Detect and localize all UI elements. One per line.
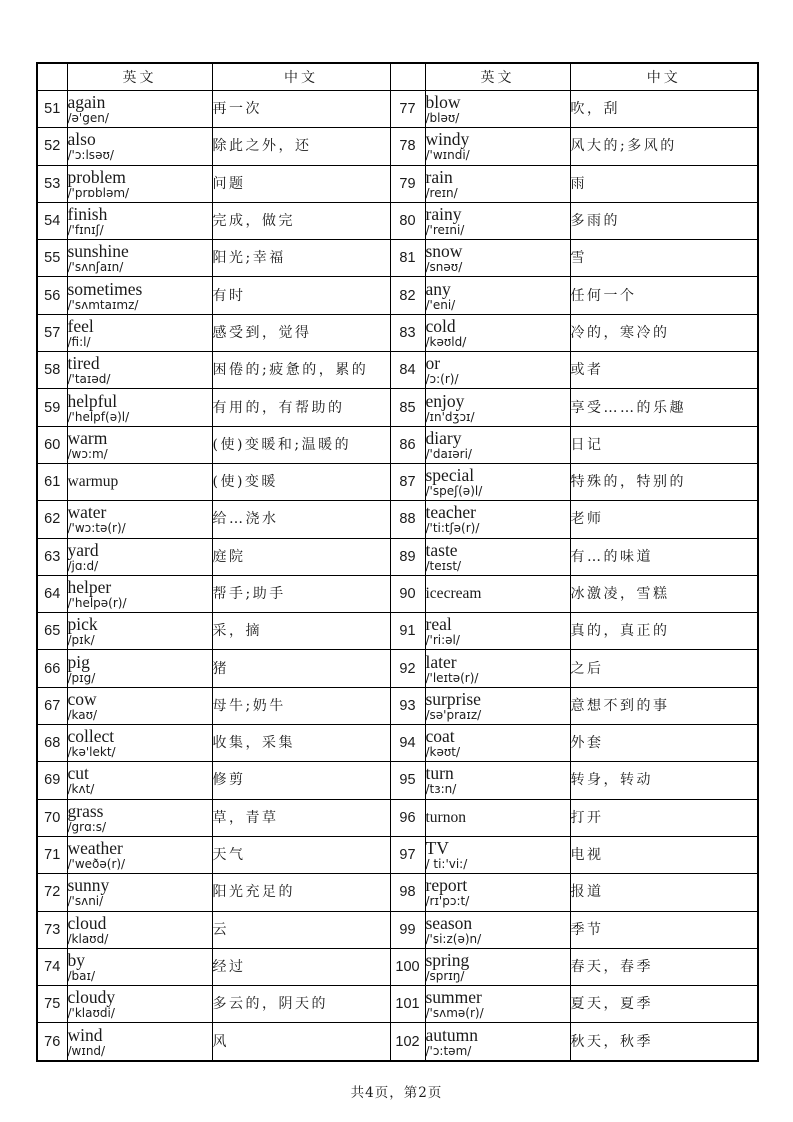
phonetic-transcription: /pɪk/	[67, 633, 95, 648]
row-number: 62	[37, 501, 67, 538]
english-word: tired	[67, 353, 100, 374]
phonetic-transcription: /rɪ'pɔ:t/	[425, 894, 470, 909]
phonetic-transcription: /sə'praɪz/	[425, 707, 482, 722]
table-row	[37, 650, 758, 687]
english-cell	[425, 202, 570, 239]
row-number: 59	[37, 389, 67, 426]
row-number: 64	[37, 575, 67, 612]
row-number: 101	[390, 986, 425, 1023]
row-number: 90	[390, 575, 425, 612]
english-word: report	[425, 875, 468, 896]
phonetic-transcription: /'ɔ:təm/	[425, 1043, 472, 1058]
chinese-translation: 季节	[570, 911, 758, 948]
phonetic-transcription: /pɪg/	[67, 670, 96, 685]
row-number: 72	[37, 874, 67, 911]
english-cell	[67, 128, 212, 165]
english-cell	[425, 314, 570, 351]
header-english-right: 英文	[425, 63, 570, 91]
chinese-translation: 收集，采集	[212, 725, 390, 762]
row-number: 98	[390, 874, 425, 911]
english-word: cut	[67, 763, 89, 784]
row-number: 76	[37, 1023, 67, 1061]
chinese-translation: 多雨的	[570, 202, 758, 239]
english-cell	[67, 165, 212, 202]
phonetic-transcription: /'si:z(ə)n/	[425, 931, 482, 946]
english-cell	[425, 874, 570, 911]
english-word: helpful	[67, 390, 118, 411]
chinese-translation: 困倦的;疲惫的，累的	[212, 352, 390, 389]
english-word: or	[425, 353, 441, 374]
row-number: 83	[390, 314, 425, 351]
phonetic-transcription: /'ɔ:lsəʊ/	[67, 148, 114, 163]
chinese-translation: 真的，真正的	[570, 613, 758, 650]
row-number: 66	[37, 650, 67, 687]
chinese-translation: 云	[212, 911, 390, 948]
row-number: 51	[37, 91, 67, 128]
chinese-translation: 冰激凌，雪糕	[570, 575, 758, 612]
row-number: 54	[37, 202, 67, 239]
english-cell	[425, 725, 570, 762]
row-number: 77	[390, 91, 425, 128]
row-number: 92	[390, 650, 425, 687]
phonetic-transcription: /ɔ:(r)/	[425, 372, 459, 387]
table-row	[37, 426, 758, 463]
english-word: TV	[425, 838, 449, 859]
english-word: snow	[425, 241, 463, 262]
english-word: cow	[67, 688, 97, 709]
row-number: 53	[37, 165, 67, 202]
table-row	[37, 165, 758, 202]
row-number: 79	[390, 165, 425, 202]
english-cell	[67, 762, 212, 799]
header-blank-right	[390, 63, 425, 91]
chinese-translation: 春天，春季	[570, 948, 758, 985]
english-word: later	[425, 651, 457, 672]
english-word: taste	[425, 539, 458, 560]
english-cell	[67, 277, 212, 314]
english-word: rain	[425, 166, 453, 187]
english-cell	[67, 575, 212, 612]
chinese-translation: 享受……的乐趣	[570, 389, 758, 426]
chinese-translation: 阳光;幸福	[212, 240, 390, 277]
phonetic-transcription: /kə'lekt/	[67, 745, 116, 760]
english-cell	[425, 762, 570, 799]
chinese-translation: 雨	[570, 165, 758, 202]
row-number: 68	[37, 725, 67, 762]
phonetic-transcription: /reɪn/	[425, 185, 458, 200]
table-row	[37, 687, 758, 724]
english-cell	[67, 240, 212, 277]
table-row	[37, 613, 758, 650]
chinese-translation: 雪	[570, 240, 758, 277]
chinese-translation: 庭院	[212, 538, 390, 575]
phonetic-transcription: /jɑ:d/	[67, 558, 99, 573]
english-word: sunshine	[67, 241, 129, 262]
header-english-left: 英文	[67, 63, 212, 91]
english-cell	[67, 538, 212, 575]
english-word: blow	[425, 92, 461, 113]
english-word: grass	[67, 800, 104, 821]
english-word: sometimes	[67, 278, 143, 299]
english-cell	[425, 463, 570, 500]
table-row	[37, 240, 758, 277]
english-cell	[67, 874, 212, 911]
english-word: warmup	[67, 473, 119, 491]
english-word: any	[425, 278, 451, 299]
phonetic-transcription: /wɔ:m/	[67, 446, 108, 461]
table-row	[37, 314, 758, 351]
phonetic-transcription: / ti:'vi:/	[425, 857, 468, 872]
phonetic-transcription: /baɪ/	[67, 968, 96, 983]
chinese-translation: 特殊的，特别的	[570, 463, 758, 500]
phonetic-transcription: /grɑ:s/	[67, 819, 107, 834]
row-number: 99	[390, 911, 425, 948]
header-blank-left	[37, 63, 67, 91]
english-cell	[67, 1023, 212, 1061]
row-number: 69	[37, 762, 67, 799]
phonetic-transcription: /ɪn'dʒɔɪ/	[425, 409, 475, 424]
phonetic-transcription: /'wɪndi/	[425, 148, 470, 163]
chinese-translation: (使)变暖和;温暖的	[212, 426, 390, 463]
english-word: diary	[425, 427, 462, 448]
english-cell	[67, 650, 212, 687]
english-cell	[67, 687, 212, 724]
phonetic-transcription: /'sʌnʃaɪn/	[67, 260, 124, 275]
table-row	[37, 202, 758, 239]
row-number: 74	[37, 948, 67, 985]
chinese-translation: 再一次	[212, 91, 390, 128]
english-cell	[425, 687, 570, 724]
row-number: 75	[37, 986, 67, 1023]
chinese-translation: 冷的，寒冷的	[570, 314, 758, 351]
table-row	[37, 725, 758, 762]
row-number: 65	[37, 613, 67, 650]
chinese-translation: 多云的，阴天的	[212, 986, 390, 1023]
chinese-translation: 给…浇水	[212, 501, 390, 538]
english-cell	[67, 836, 212, 873]
english-cell	[425, 799, 570, 836]
english-cell	[425, 836, 570, 873]
english-word: real	[425, 614, 452, 635]
chinese-translation: 之后	[570, 650, 758, 687]
phonetic-transcription: /'prɒbləm/	[67, 185, 130, 200]
row-number: 94	[390, 725, 425, 762]
chinese-translation: 采，摘	[212, 613, 390, 650]
phonetic-transcription: /'ri:əl/	[425, 633, 460, 648]
phonetic-transcription: /fi:l/	[67, 334, 91, 349]
table-row	[37, 948, 758, 985]
english-word: windy	[425, 129, 470, 150]
english-cell	[67, 799, 212, 836]
row-number: 61	[37, 463, 67, 500]
row-number: 95	[390, 762, 425, 799]
english-word: enjoy	[425, 390, 465, 411]
table-row	[37, 836, 758, 873]
english-cell	[425, 277, 570, 314]
english-cell	[425, 1023, 570, 1061]
phonetic-transcription: /'helpə(r)/	[67, 596, 127, 610]
chinese-translation: 或者	[570, 352, 758, 389]
table-row	[37, 1023, 758, 1061]
header-row	[37, 63, 758, 91]
phonetic-transcription: /sprɪŋ/	[425, 968, 465, 983]
chinese-translation: 有…的味道	[570, 538, 758, 575]
row-number: 63	[37, 538, 67, 575]
table-row	[37, 575, 758, 612]
english-word: warm	[67, 427, 108, 448]
english-word: cold	[425, 315, 456, 336]
english-word: collect	[67, 726, 115, 747]
english-word: special	[425, 465, 475, 486]
phonetic-transcription: /ə'gen/	[67, 111, 109, 126]
english-word: turn	[425, 763, 454, 784]
chinese-translation: 打开	[570, 799, 758, 836]
phonetic-transcription: /'sʌmə(r)/	[425, 1006, 484, 1021]
row-number: 60	[37, 426, 67, 463]
table-row	[37, 389, 758, 426]
english-cell	[425, 501, 570, 538]
chinese-translation: 老师	[570, 501, 758, 538]
english-word: again	[67, 92, 106, 113]
vocab-table	[36, 62, 759, 1062]
english-cell	[425, 538, 570, 575]
english-word: problem	[67, 166, 126, 187]
row-number: 86	[390, 426, 425, 463]
chinese-translation: 意想不到的事	[570, 687, 758, 724]
phonetic-transcription: /'fɪnɪʃ/	[67, 223, 104, 238]
phonetic-transcription: /klaʊd/	[67, 931, 109, 946]
chinese-translation: (使)变暖	[212, 463, 390, 500]
english-cell	[67, 352, 212, 389]
chinese-translation: 日记	[570, 426, 758, 463]
chinese-translation: 经过	[212, 948, 390, 985]
chinese-translation: 风	[212, 1023, 390, 1061]
phonetic-transcription: /kaʊ/	[67, 707, 98, 722]
english-cell	[425, 352, 570, 389]
table-row	[37, 538, 758, 575]
row-number: 96	[390, 799, 425, 836]
chinese-translation: 问题	[212, 165, 390, 202]
english-cell	[67, 202, 212, 239]
row-number: 100	[390, 948, 425, 985]
row-number: 82	[390, 277, 425, 314]
row-number: 88	[390, 501, 425, 538]
phonetic-transcription: /tɜ:n/	[425, 782, 457, 797]
row-number: 102	[390, 1023, 425, 1061]
phonetic-transcription: /'eni/	[425, 297, 456, 312]
chinese-translation: 有用的，有帮助的	[212, 389, 390, 426]
english-cell	[425, 575, 570, 612]
chinese-translation: 阳光充足的	[212, 874, 390, 911]
english-word: coat	[425, 726, 455, 747]
phonetic-transcription: /'speʃ(ə)l/	[425, 484, 483, 499]
phonetic-transcription: /'reɪni/	[425, 223, 465, 238]
table-row	[37, 874, 758, 911]
english-word: pick	[67, 614, 98, 635]
english-cell	[425, 128, 570, 165]
chinese-translation: 完成，做完	[212, 202, 390, 239]
row-number: 67	[37, 687, 67, 724]
phonetic-transcription: /'klaʊdi/	[67, 1006, 115, 1021]
row-number: 78	[390, 128, 425, 165]
table-row	[37, 91, 758, 128]
english-word: yard	[67, 539, 99, 560]
english-word: teacher	[425, 502, 477, 523]
row-number: 52	[37, 128, 67, 165]
english-word: wind	[67, 1024, 103, 1045]
english-word: rainy	[425, 204, 462, 225]
english-cell	[67, 389, 212, 426]
english-word: cloud	[67, 912, 107, 933]
table-row	[37, 277, 758, 314]
phonetic-transcription: /snəʊ/	[425, 260, 463, 275]
english-cell	[67, 463, 212, 500]
english-word: weather	[67, 838, 123, 859]
phonetic-transcription: /'sʌmtaɪmz/	[67, 297, 139, 312]
english-cell	[425, 613, 570, 650]
english-cell	[67, 613, 212, 650]
english-word: spring	[425, 949, 470, 970]
chinese-translation: 转身，转动	[570, 762, 758, 799]
table-row	[37, 911, 758, 948]
phonetic-transcription: /'weðə(r)/	[67, 857, 126, 872]
phonetic-transcription: /'wɔ:tə(r)/	[67, 521, 126, 536]
phonetic-transcription: /wɪnd/	[67, 1043, 106, 1058]
row-number: 93	[390, 687, 425, 724]
chinese-translation: 报道	[570, 874, 758, 911]
phonetic-transcription: /kəʊld/	[425, 334, 467, 349]
english-cell	[425, 911, 570, 948]
phonetic-transcription: /'ti:tʃə(r)/	[425, 521, 480, 536]
table-row	[37, 501, 758, 538]
english-word: turnon	[425, 808, 466, 826]
chinese-translation: 修剪	[212, 762, 390, 799]
phonetic-transcription: /'helpf(ə)l/	[67, 409, 130, 424]
english-cell	[67, 948, 212, 985]
chinese-translation: 任何一个	[570, 277, 758, 314]
english-cell	[425, 240, 570, 277]
chinese-translation: 风大的;多风的	[570, 128, 758, 165]
english-cell	[425, 948, 570, 985]
row-number: 81	[390, 240, 425, 277]
english-word: feel	[67, 315, 94, 336]
english-word: icecream	[425, 585, 482, 602]
chinese-translation: 吹，刮	[570, 91, 758, 128]
row-number: 71	[37, 836, 67, 873]
vocab-table-body	[37, 91, 758, 1061]
english-word: also	[67, 129, 96, 150]
row-number: 89	[390, 538, 425, 575]
phonetic-transcription: /kʌt/	[67, 782, 95, 797]
chinese-translation: 除此之外，还	[212, 128, 390, 165]
english-cell	[425, 389, 570, 426]
header-chinese-right: 中文	[570, 63, 758, 91]
chinese-translation: 母牛;奶牛	[212, 687, 390, 724]
chinese-translation: 外套	[570, 725, 758, 762]
chinese-translation: 天气	[212, 836, 390, 873]
table-row	[37, 762, 758, 799]
row-number: 84	[390, 352, 425, 389]
phonetic-transcription: /kəʊt/	[425, 745, 461, 760]
phonetic-transcription: /'daɪəri/	[425, 446, 472, 461]
row-number: 97	[390, 836, 425, 873]
english-word: pig	[67, 651, 90, 672]
table-row	[37, 352, 758, 389]
english-word: season	[425, 912, 473, 933]
english-word: helper	[67, 577, 112, 597]
english-word: cloudy	[67, 987, 116, 1008]
row-number: 55	[37, 240, 67, 277]
english-cell	[67, 314, 212, 351]
english-word: surprise	[425, 688, 481, 709]
english-word: summer	[425, 987, 482, 1008]
english-cell	[67, 986, 212, 1023]
english-word: water	[67, 502, 107, 523]
table-row	[37, 799, 758, 836]
english-cell	[425, 165, 570, 202]
row-number: 73	[37, 911, 67, 948]
chinese-translation: 秋天，秋季	[570, 1023, 758, 1061]
phonetic-transcription: /'sʌni/	[67, 894, 104, 909]
chinese-translation: 感受到，觉得	[212, 314, 390, 351]
header-chinese-left: 中文	[212, 63, 390, 91]
english-cell	[67, 91, 212, 128]
row-number: 91	[390, 613, 425, 650]
chinese-translation: 夏天，夏季	[570, 986, 758, 1023]
chinese-translation: 电视	[570, 836, 758, 873]
table-row	[37, 986, 758, 1023]
english-cell	[425, 650, 570, 687]
table-row	[37, 463, 758, 500]
english-word: finish	[67, 204, 108, 225]
english-word: by	[67, 949, 85, 970]
english-cell	[425, 91, 570, 128]
chinese-translation: 有时	[212, 277, 390, 314]
english-cell	[425, 426, 570, 463]
row-number: 87	[390, 463, 425, 500]
english-cell	[67, 725, 212, 762]
page-footer: 共4页，第2页	[350, 1085, 443, 1101]
english-cell	[67, 501, 212, 538]
english-word: autumn	[425, 1024, 478, 1045]
row-number: 85	[390, 389, 425, 426]
english-cell	[425, 986, 570, 1023]
chinese-translation: 草，青草	[212, 799, 390, 836]
phonetic-transcription: /'leɪtə(r)/	[425, 670, 479, 685]
phonetic-transcription: /'taɪəd/	[67, 372, 111, 387]
row-number: 58	[37, 352, 67, 389]
english-cell	[67, 911, 212, 948]
row-number: 80	[390, 202, 425, 239]
english-word: sunny	[67, 875, 110, 896]
row-number: 70	[37, 799, 67, 836]
english-cell	[67, 426, 212, 463]
table-row	[37, 128, 758, 165]
chinese-translation: 猪	[212, 650, 390, 687]
phonetic-transcription: /bləʊ/	[425, 111, 460, 126]
chinese-translation: 帮手;助手	[212, 575, 390, 612]
row-number: 57	[37, 314, 67, 351]
phonetic-transcription: /teɪst/	[425, 558, 462, 573]
row-number: 56	[37, 277, 67, 314]
